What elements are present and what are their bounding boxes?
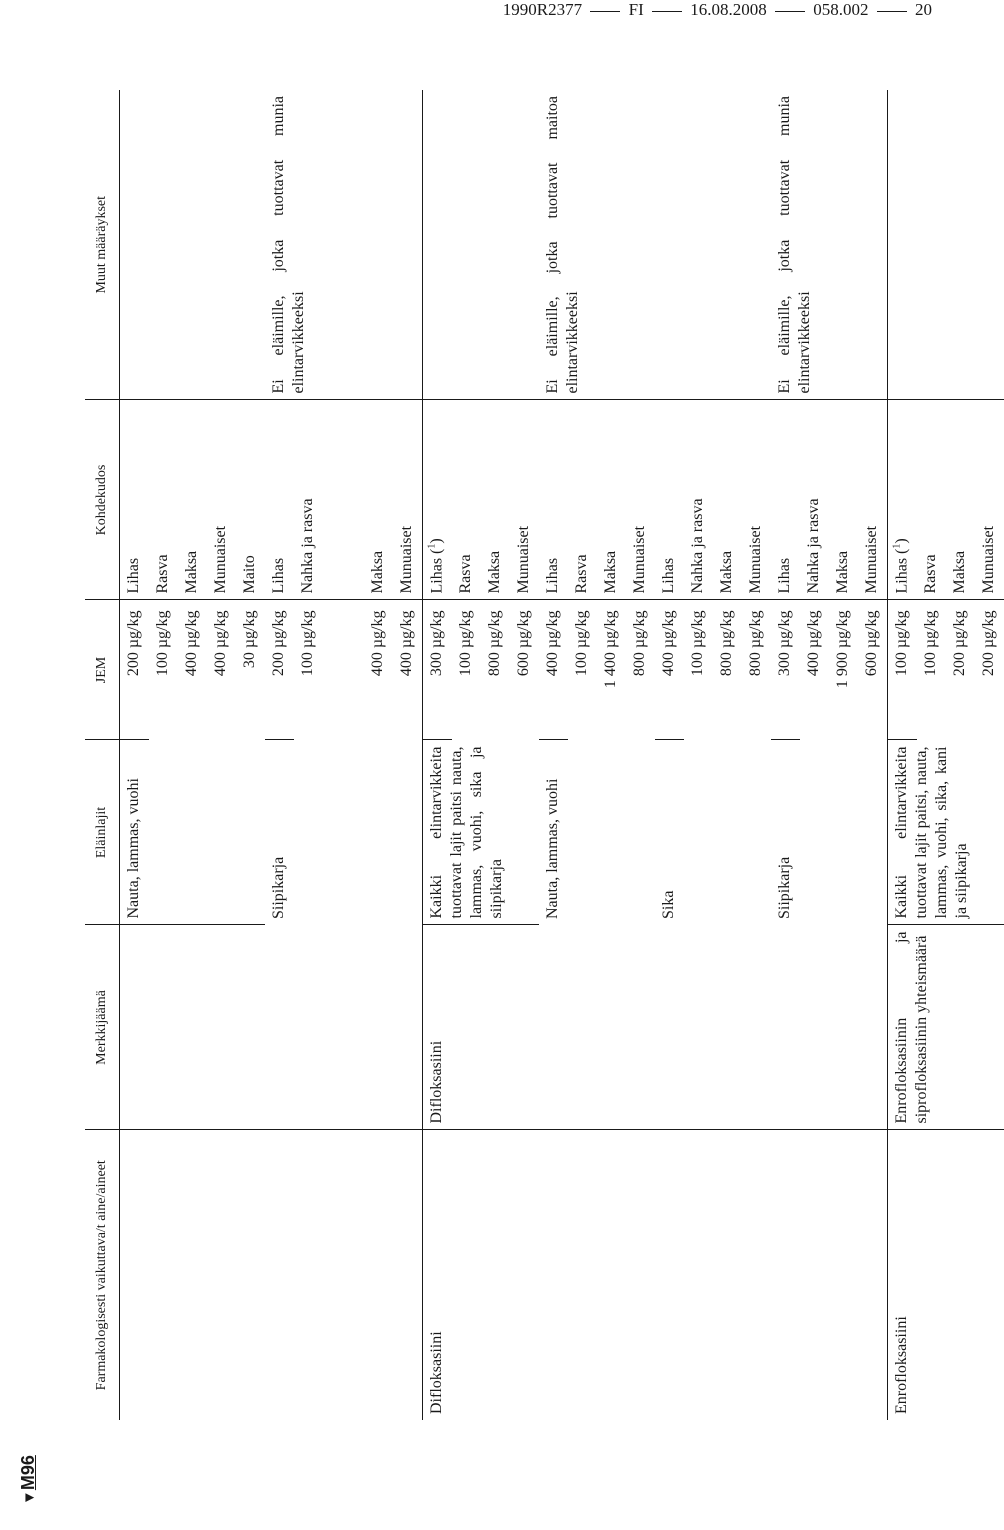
substance-cell: Difloksasiini: [422, 1130, 887, 1420]
col-header-tissue: Kohdekudos: [85, 400, 119, 600]
tissue-cell: Maksa: [946, 400, 975, 600]
substance-cell: [119, 1130, 422, 1420]
jem-cell: 1 400 µg/kg: [601, 610, 619, 689]
other-provisions-cell: [422, 90, 539, 400]
jem-cell: 100 µg/kg: [921, 610, 939, 677]
tissue-cell: Munuaiset: [975, 400, 1004, 600]
tissue-cell: [323, 400, 364, 600]
jem-cell: 600 µg/kg: [514, 610, 532, 677]
jem-cell: 800 µg/kg: [717, 610, 735, 677]
tissue-cell: Munuaiset: [510, 400, 539, 600]
substance-cell: Enrofloksasiini: [887, 1130, 1004, 1420]
jem-cell: 100 µg/kg: [298, 610, 316, 677]
species-cell: Kaikki elintarvikkeita tuottavat lajit paitsi nauta, lammas, vuohi, sika ja siipikarja: [422, 740, 539, 925]
jem-cell: 100 µg/kg: [887, 600, 917, 740]
jem-cell: 400 µg/kg: [397, 610, 415, 677]
jem-cell: 400 µg/kg: [539, 600, 568, 740]
species-cell: Kaikki elintarvikkeita tuottavat lajit paitsi, nauta, lammas, vuohi, sika, kani ja siipikarja: [887, 740, 1004, 925]
jem-cell: 200 µg/kg: [265, 600, 294, 740]
jem-cell: 800 µg/kg: [630, 610, 648, 677]
tissue-cell: Maksa: [713, 400, 742, 600]
tissue-cell: Munuaiset: [393, 400, 423, 600]
jem-cell: 100 µg/kg: [153, 610, 171, 677]
doc-date: 16.08.2008: [690, 0, 767, 19]
jem-cell: 1 900 µg/kg: [833, 610, 851, 689]
species-cell: Siipikarja: [269, 856, 287, 919]
tissue-cell: Rasva: [917, 400, 946, 600]
doc-lang: FI: [628, 0, 644, 19]
tissue-cell: Maito: [236, 400, 265, 600]
jem-cell: 100 µg/kg: [572, 610, 590, 677]
other-provisions-cell: [119, 90, 265, 400]
col-header-other: Muut määräykset: [85, 90, 119, 400]
tissue-cell: Munuaiset: [626, 400, 655, 600]
amendment-marker: [18, 1455, 39, 1505]
other-provisions-cell: [655, 90, 771, 400]
tissue-cell: Munuaiset: [858, 400, 888, 600]
tissue-label: Lihas: [427, 553, 445, 594]
col-header-jem: JEM: [85, 600, 119, 740]
col-header-marker: Merkkijäämä: [85, 925, 119, 1130]
page-header: [503, 0, 932, 20]
table-header-row: [85, 90, 119, 1420]
marker-residue-cell: Difloksasiini: [422, 925, 887, 1130]
tissue-cell: Rasva: [452, 400, 481, 600]
jem-cell: 400 µg/kg: [368, 610, 386, 677]
col-header-substance: Farmakologisesti vaikuttava/t aine/aineet: [85, 1130, 119, 1420]
jem-cell: 300 µg/kg: [771, 600, 800, 740]
tissue-cell: Lihas: [539, 400, 568, 600]
tissue-cell: Munuaiset: [742, 400, 771, 600]
table-row: [422, 90, 452, 1420]
rotated-table-container: [85, 90, 997, 1420]
species-cell: Sika: [659, 890, 677, 919]
species-cell: Nauta, lammas, vuohi: [119, 740, 265, 925]
other-provisions-cell: [887, 90, 1004, 400]
amendment-code: M96: [18, 1455, 38, 1491]
tissue-cell: Nahka ja rasva: [800, 400, 829, 600]
species-cell: Nauta, lammas, vuohi: [543, 778, 561, 919]
jem-cell: 400 µg/kg: [655, 600, 684, 740]
marker-residue-cell: Enrofloksasiinin ja siprofloksasiinin yhteismäärä: [887, 925, 1004, 1130]
jem-cell: 600 µg/kg: [862, 610, 880, 677]
tissue-cell: Maksa: [481, 400, 510, 600]
marker-residue-cell: [119, 925, 422, 1130]
jem-cell: 100 µg/kg: [688, 610, 706, 677]
other-provisions-cell: Ei eläimille, jotka tuottavat munia elintarvikkeeksi: [265, 90, 423, 400]
tissue-cell: Lihas: [771, 400, 800, 600]
page-number: 20: [915, 0, 932, 19]
footnote-ref: ($^1$): [426, 538, 445, 554]
jem-cell: 800 µg/kg: [485, 610, 503, 677]
footnote-ref: ($^1$): [891, 538, 910, 554]
table-body: [119, 90, 1004, 1420]
tissue-cell: Rasva: [149, 400, 178, 600]
jem-cell: 400 µg/kg: [804, 610, 822, 677]
jem-cell: 200 µg/kg: [950, 610, 968, 677]
col-header-species: Eläinlajit: [85, 740, 119, 925]
tissue-cell: Lihas: [265, 400, 294, 600]
jem-cell: [323, 600, 364, 740]
doc-version: 058.002: [813, 0, 869, 19]
table-row: [887, 90, 917, 1420]
tissue-cell: Lihas: [655, 400, 684, 600]
tissue-cell: Maksa: [597, 400, 626, 600]
triangle-icon: ▼: [21, 1490, 38, 1505]
tissue-cell: Nahka ja rasva: [684, 400, 713, 600]
tissue-cell: Maksa: [829, 400, 858, 600]
jem-cell: 400 µg/kg: [211, 610, 229, 677]
jem-cell: 300 µg/kg: [422, 600, 452, 740]
table-row: [119, 90, 149, 1420]
other-provisions-cell: Ei eläimille, jotka tuottavat munia elintarvikkeeksi: [771, 90, 888, 400]
tissue-cell: Maksa: [364, 400, 393, 600]
tissue-cell: [887, 400, 917, 600]
jem-cell: 200 µg/kg: [119, 600, 149, 740]
doc-id: 1990R2377: [502, 0, 583, 19]
tissue-cell: Munuaiset: [207, 400, 236, 600]
jem-cell: 800 µg/kg: [746, 610, 764, 677]
species-cell: Siipikarja: [775, 856, 793, 919]
jem-cell: 200 µg/kg: [979, 610, 997, 677]
tissue-cell: [422, 400, 452, 600]
other-provisions-cell: Ei eläimille, jotka tuottavat maitoa elintarvikkeeksi: [539, 90, 655, 400]
mrl-table: [85, 90, 1004, 1420]
jem-cell: 400 µg/kg: [182, 610, 200, 677]
jem-cell: 100 µg/kg: [456, 610, 474, 677]
jem-cell: 30 µg/kg: [240, 610, 258, 669]
tissue-cell: Nahka ja rasva: [294, 400, 323, 600]
tissue-cell: Lihas: [119, 400, 149, 600]
tissue-label: Lihas: [892, 553, 910, 594]
tissue-cell: Maksa: [178, 400, 207, 600]
tissue-cell: Rasva: [568, 400, 597, 600]
